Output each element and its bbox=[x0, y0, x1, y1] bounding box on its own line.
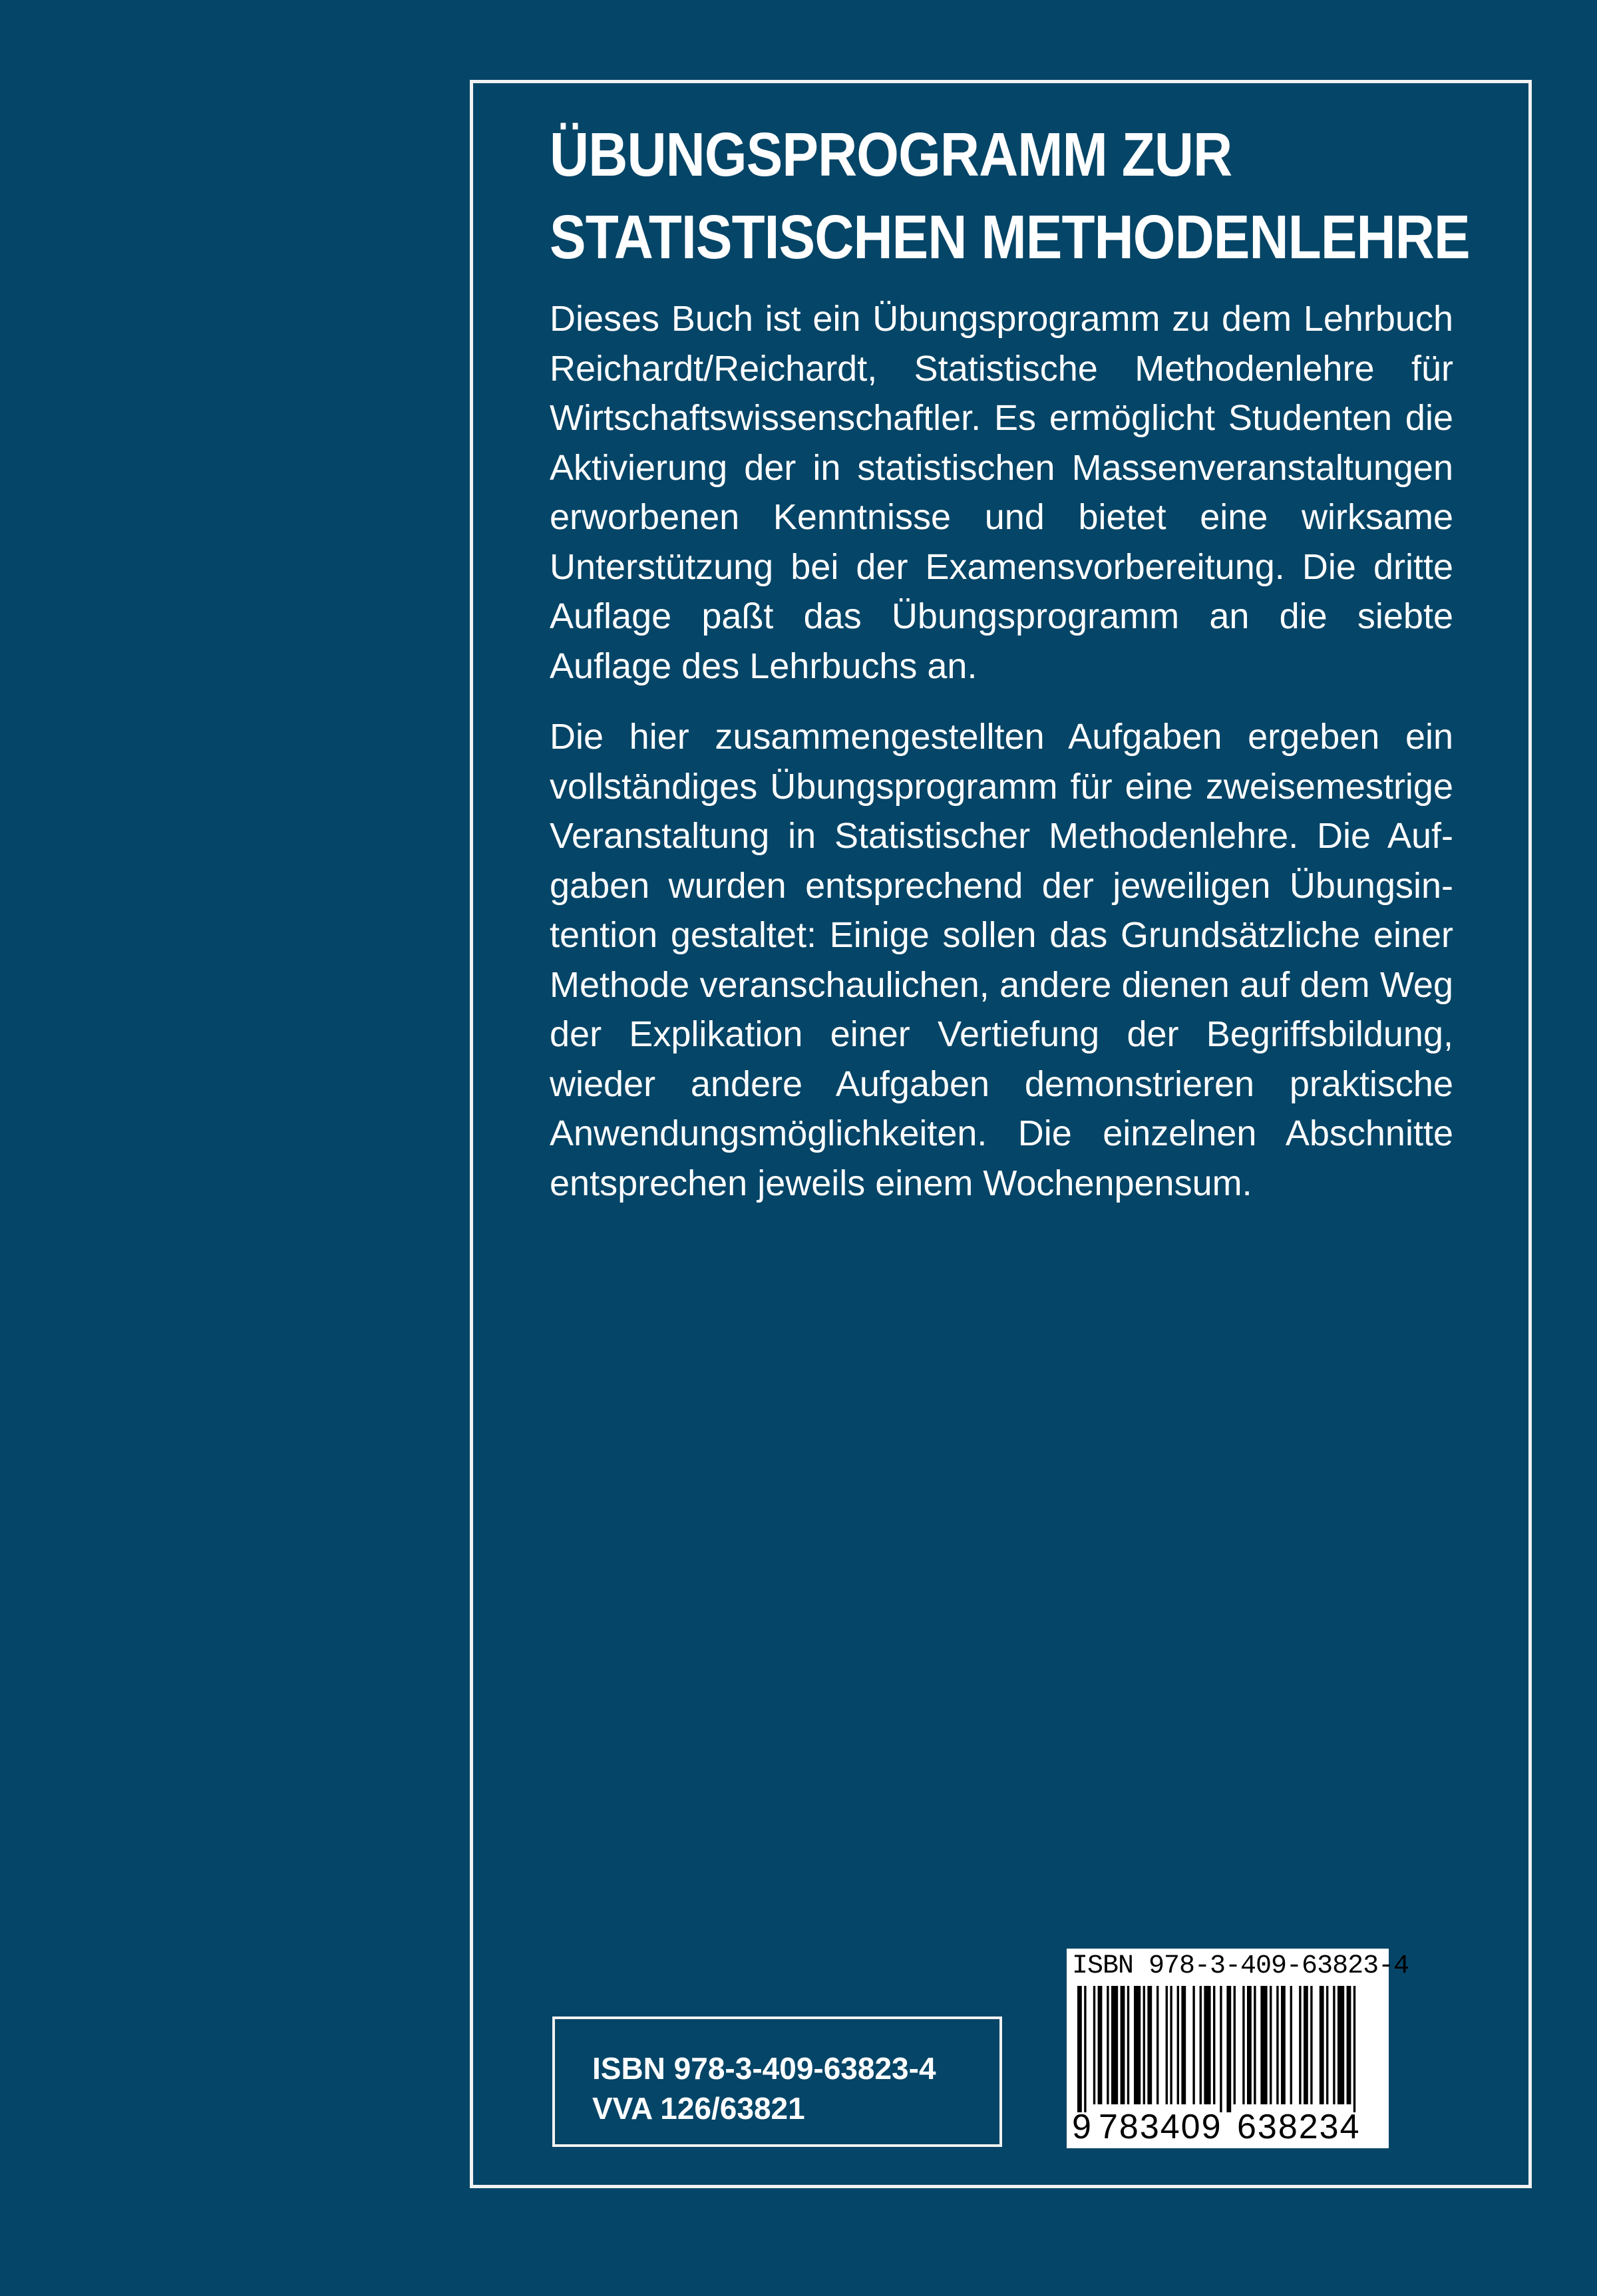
barcode-bar bbox=[1111, 1986, 1118, 2104]
title-line-2: STATISTISCHEN METHODENLEHRE bbox=[550, 202, 1470, 272]
barcode-bar bbox=[1204, 1986, 1210, 2104]
barcode-isbn-label: ISBN 978-3-409-63823-4 bbox=[1072, 1951, 1409, 1981]
barcode-bar bbox=[1181, 1986, 1186, 2104]
barcode-bar bbox=[1143, 1986, 1145, 2104]
barcode-bar bbox=[1127, 1986, 1129, 2104]
barcode-bar bbox=[1247, 1986, 1252, 2104]
barcode-bar bbox=[1234, 1986, 1236, 2104]
barcode-bar bbox=[1166, 1986, 1168, 2104]
blurb-paragraph-2: Die hier zusammengestellten Aufgaben ergeben ein vollständiges Übungsprogramm für eine zweisemestrige Veranstaltung in Statistischer Methodenlehre. Die Aufgaben wurden entsprechend der jeweiligen Übungsintention gestaltet: Einige sollen das Grundsätzliche einer Methode veranschaulichen, andere dienen auf dem Weg der Explikation einer Vertiefung der Begriffsbildung, wieder andere Aufgaben demonstrieren praktische Anwendungsmöglichkeiten. Die einzelnen Abschnitte entsprechen jeweils einem Wochenpensum. bbox=[550, 717, 1453, 1203]
barcode-bar bbox=[1304, 1986, 1308, 2104]
barcode-bar bbox=[1242, 1986, 1244, 2104]
barcode-bar bbox=[1299, 1986, 1301, 2104]
isbn-number: ISBN 978-3-409-63823-4 bbox=[592, 2051, 936, 2086]
barcode-bar bbox=[1226, 1986, 1231, 2112]
barcode-bar bbox=[1192, 1986, 1194, 2104]
blurb-paragraph-1: Dieses Buch ist ein Übungsprogramm zu dem Lehrbuch Reichardt/Reichardt, Statistische Methodenlehre für Wirtschaftswissenschaftler. Es ermöglicht Studenten die Aktivierung der in statistischen Massenveranstaltungen erworbenen Kenntnisse und bietet eine wirksame Unterstützung bei der Examensvorbereitung. Die dritte Auflage paßt das Übungsprogramm an die siebte Auflage des Lehrbuchs an. bbox=[550, 299, 1453, 686]
barcode-bar bbox=[1200, 1986, 1202, 2104]
title-line-1: ÜBUNGSPROGRAMM ZUR bbox=[550, 120, 1232, 189]
barcode-bars bbox=[1077, 1986, 1378, 2112]
barcode-bar bbox=[1093, 1986, 1095, 2104]
barcode-bar bbox=[1077, 1986, 1082, 2112]
barcode-bar bbox=[1333, 1986, 1335, 2104]
barcode-bar bbox=[1310, 1986, 1312, 2104]
barcode-bar bbox=[1147, 1986, 1152, 2104]
barcode-digits-right: 638234 bbox=[1237, 2108, 1361, 2146]
barcode-bar bbox=[1281, 1986, 1286, 2104]
barcode-bar bbox=[1320, 1986, 1324, 2104]
barcode-bar bbox=[1353, 1986, 1355, 2112]
vva-number: VVA 126/63821 bbox=[592, 2091, 805, 2126]
barcode-bar bbox=[1270, 1986, 1272, 2104]
barcode-bar bbox=[1177, 1986, 1179, 2104]
barcode-digits-left: 783409 bbox=[1099, 2108, 1222, 2146]
barcode-bar bbox=[1213, 1986, 1215, 2104]
barcode-bar bbox=[1337, 1986, 1344, 2104]
barcode-bar bbox=[1098, 1986, 1103, 2104]
barcode-bar bbox=[1326, 1986, 1328, 2104]
barcode-bar bbox=[1347, 1986, 1351, 2104]
barcode-bar bbox=[1290, 1986, 1292, 2104]
barcode-digit-first: 9 bbox=[1072, 2108, 1091, 2146]
isbn-box bbox=[552, 2016, 1002, 2147]
barcode-bar bbox=[1121, 1986, 1125, 2104]
barcode-bar bbox=[1084, 1986, 1086, 2112]
barcode-bar bbox=[1134, 1986, 1141, 2104]
barcode-bar bbox=[1260, 1986, 1267, 2104]
blurb bbox=[550, 294, 1453, 1229]
barcode-bar bbox=[1170, 1986, 1172, 2104]
barcode-bar bbox=[1156, 1986, 1158, 2104]
barcode-bar bbox=[1254, 1986, 1256, 2104]
barcode bbox=[1067, 1949, 1409, 2148]
barcode-bar bbox=[1107, 1986, 1109, 2104]
barcode-bar bbox=[1220, 1986, 1222, 2112]
barcode-bar bbox=[1276, 1986, 1278, 2104]
book-title bbox=[550, 113, 1470, 278]
